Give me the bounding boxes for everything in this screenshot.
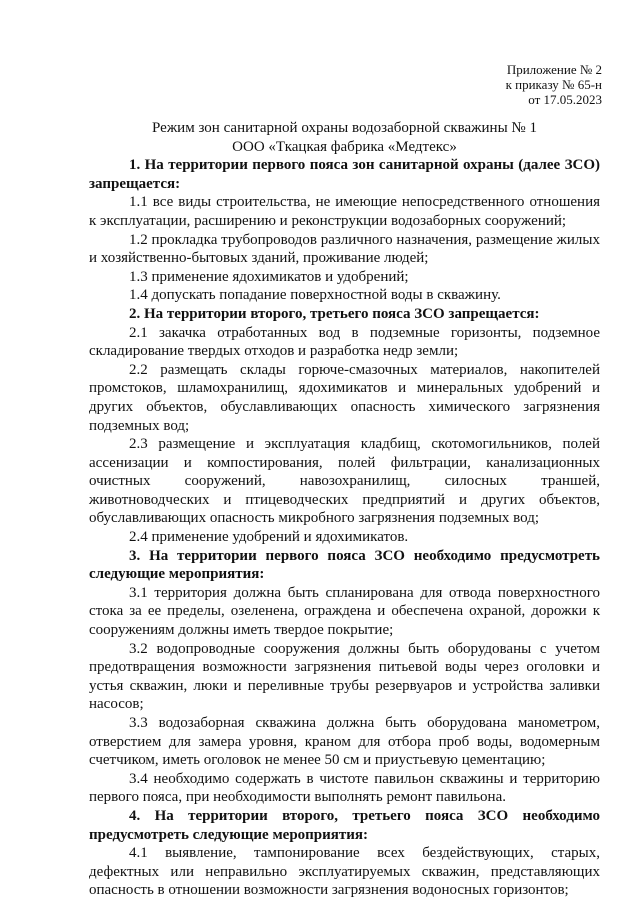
annex-number: Приложение № 2 [506,62,602,77]
annex-order: к приказу № 65-н [505,77,602,92]
item-1-3: 1.3 применение ядохимикатов и удобрений; [129,268,409,285]
item-3-2: 3.2 водопроводные сооружения должны быть оборудованы с учетом предотвращения возможности загрязнения питьевой воды через оголовки и устья скважин, люки и переливные трубы резервуаров и устройства заливки насосов; [89,640,600,713]
annex-note [506,62,602,107]
annex-date: от 17.05.2023 [528,92,602,107]
document-subtitle: ООО «Ткацкая фабрика «Медтекс» [232,138,457,155]
document-body [89,119,600,900]
item-3-3: 3.3 водозаборная скважина должна быть оборудована манометром, отверстием для замера уровня, краном для отбора проб воды, водомерным счетчиком, иметь оголовок не менее 50 см и приустьевую цементацию; [89,715,600,769]
section-3-heading: 3. На территории первого пояса ЗСО необходимо предусмотреть следующие мероприятия: [89,547,600,583]
item-2-3: 2.3 размещение и эксплуатация кладбищ, скотомогильников, полей ассенизации и компостирования, полей фильтрации, канализационных очистных сооружений, навозохранилищ, силосных траншей, животноводческих и птицеводческих предприятий и других объектов, обуславливающих опасность микробного загрязнения подземных вод; [89,436,600,527]
document-title: Режим зон санитарной охраны водозаборной скважины № 1 [152,120,537,136]
section-1-heading: 1. На территории первого пояса зон санитарной охраны (далее ЗСО) запрещается: [89,157,600,192]
item-2-2: 2.2 размещать склады горюче-смазочных материалов, накопителей промстоков, шламохранилищ, ядохимикатов и минеральных удобрений и других объектов, обуславливающих опасность химического загрязнения подземных вод; [89,361,600,434]
item-3-1: 3.1 территория должна быть спланирована для отвода поверхностного стока за ее пределы, озеленена, ограждена и обеспечена охраной, дорожки к сооружениям должны иметь твердое покрытие; [89,584,600,639]
section-2-heading: 2. На территории второго, третьего пояса ЗСО запрещается: [129,305,540,322]
item-1-2: 1.2 прокладка трубопроводов различного назначения, размещение жилых и хозяйственно-бытовых зданий, проживание людей; [89,231,600,267]
item-1-1: 1.1 все виды строительства, не имеющие непосредственного отношения к эксплуатации, расширению и реконструкции водозаборных сооружений; [89,194,600,229]
item-2-1: 2.1 закачка отработанных вод в подземные горизонты, подземное складирование твердых отходов и разработка недр земли; [89,324,600,360]
item-3-4: 3.4 необходимо содержать в чистоте павильон скважины и территорию первого пояса, при необходимости выполнять ремонт павильона. [89,770,600,806]
item-1-4: 1.4 допускать попадание поверхностной воды в скважину. [129,287,501,304]
item-2-4: 2.4 применение удобрений и ядохимикатов. [129,529,409,546]
section-4-heading: 4. На территории второго, третьего пояса ЗСО необходимо предусмотреть следующие мероприятия: [89,807,600,843]
item-4-1: 4.1 выявление, тампонирование всех бездействующих, старых, дефектных или неправильно эксплуатируемых скважин, представляющих опасность в отношении возможности загрязнения водоносных горизонтов; [89,845,600,899]
